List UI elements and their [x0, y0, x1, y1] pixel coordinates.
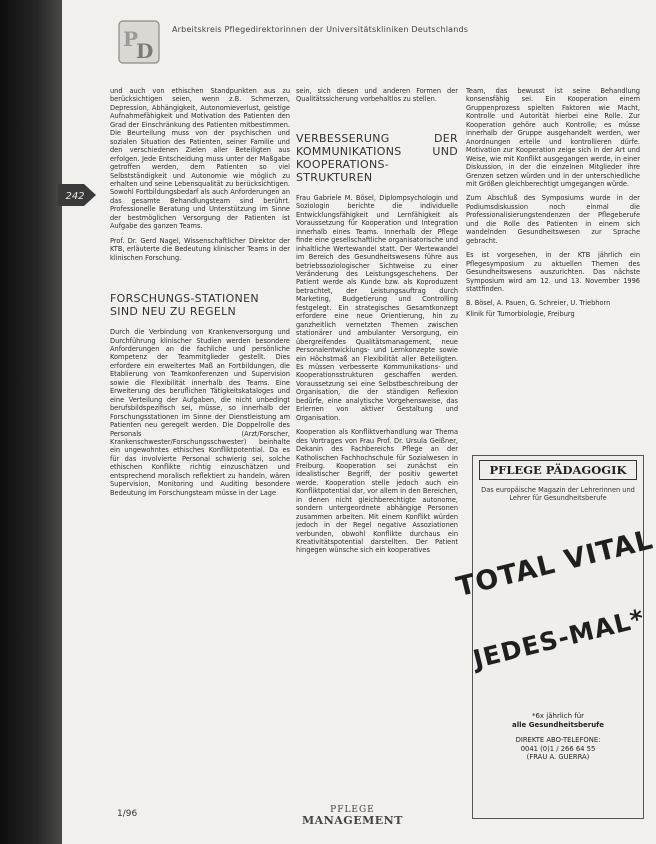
paragraph: Prof. Dr. Gerd Nagel, Wissenschaftlicher Direktor der KTB, erläuterte die Bedeutung klinischer Teams in der klinischen Forschung.: [110, 236, 290, 262]
column-1: [110, 87, 290, 503]
order-phone: 0041 (0)1 / 266 64 55: [520, 744, 596, 753]
logo-icon: [117, 18, 161, 66]
ad-frequency-line-2: alle Gesundheitsberufe: [512, 721, 604, 730]
running-header: Arbeitskreis Pflegedirektorinnen der Universitätskliniken Deutschlands: [172, 25, 469, 34]
slogan-line-1: TOTAL VITAL: [453, 524, 656, 604]
paragraph: Team, das bewusst ist seine Behandlung konsensfähig sei. Ein Kooperation einem Gruppenprozess spielten Faktoren wie Macht, Kontrolle und Autorität hierbei eine Rolle. Zur Kooperation gehöre auch Kontrolle; es müsse innerhalb der Gruppe ausgehandelt werden, wer Anordnungen erteile und kontrollieren dürfe. Motivation zur Kooperation zeige sich in der Art und Weise, wie mit Konflikt ausgegangen werde, in einer Diskussion, in der die einzelnen Mitglieder ihre Grenzen setzen würden und in der unterschiedliche mit Größen gleichberechtigt umgegangen würde.: [466, 87, 640, 188]
order-contact: (FRAU A. GUERRA): [526, 753, 590, 762]
binding-shadow: [0, 0, 62, 844]
svg-text:D: D: [136, 39, 154, 63]
slogan-line-2: JEDES-MAL*: [470, 603, 648, 675]
page-number-badge: [58, 180, 98, 210]
column-2: [296, 87, 458, 561]
paragraph: Frau Gabriele M. Bösel, Diplompsychologin und Soziologin berichte die individuelle Entwicklungsfähigkeit und Lernfähigkeit als Voraussetzung für Kooperation und Integration innerhalb eines Teams. Innerhalb der Pflege finde eine gesellschaftliche organisatorische und inhaltliche Wertewandel statt. Der Wertewandel im Bereich des Gesundheitswesens führe aus betriebssoziologischer Sichtweise zu einer Veränderung des Leistungsgeschehens. Der Patient werde als Kunde bzw. als Koproduzent betrachtet, der Leistungsauftrag durch Marketing, Budgetierung und Controlling festgelegt. Ein strategisches Gesamtkonzept erfordere eine neue Orientierung, hin zu ganzheitlich vernetzten Themen zwischen stationärer und ambulanter Versorgung, ein übergreifendes Qualitätsmanagement, neue Personalentwicklungs- und Lernkonzepte sowie ein Höchstmaß an Flexibilität aller Beteiligten. Es müssen verbesserte Kommunikations- und Kooperationsstrukturen geschaffen werden. Voraussetzung sei eine Selbstbeschreibung der Organisation, die der ständigen Reflexion bedürfe, eine analytische Vorgehensweise, das Erlernen von aktiver Gestaltung und Organisation.: [296, 193, 458, 422]
paragraph: Kooperation als Konfliktverhandlung war Thema des Vortrages von Frau Prof. Dr. Ursula Geißner, Dekanin des Fachbereichs Pflege an der Katholischen Fachhochschule für Sozialwesen in Freiburg. Kooperation sei zunächst ein idealistischer Begriff, der positiv gewertet werde. Kooperation stelle jedoch auch ein Konfliktpotential dar, vor allem in den Bereichen, in denen nicht gleichberechtigte autonome, sondern untergeordnete abhängige Personen zusammen arbeiten. Mit einem Konflikt würden jedoch in der Regel negative Assoziationen verbunden, obwohl Konflikte durchaus ein Kreativitätspotential darstellten. Der Patient hingegen wünsche sich ein kooperatives: [296, 428, 458, 555]
ad-slogan: [453, 502, 656, 702]
ad-frequency: [473, 712, 643, 730]
order-label: DIREKTE ABO-TELEFONE:: [515, 736, 601, 745]
column-3: [466, 87, 640, 324]
brand-bottom: MANAGEMENT: [302, 814, 403, 827]
magazine-page: [62, 0, 656, 844]
page-number: 242: [65, 191, 85, 202]
magazine-brand-logo: [302, 806, 403, 826]
ad-subtitle: Das europäische Magazin der Lehrerinnen und Lehrer für Gesundheitsberufe: [481, 486, 635, 503]
section-heading: FORSCHUNGS-STATIONEN SIND NEU ZU REGELN: [110, 292, 259, 319]
paragraph: Zum Abschluß des Symposiums wurde in der Podiumsdiskussion noch einmal die Professionalisierungstendenzen der Pflegeberufe und die Rolle des Patienten in einem sich wandelnden Gesundheitswesen zur Sprache gebracht.: [466, 194, 640, 245]
advertisement: [453, 455, 656, 819]
brand-top: PFLEGE: [330, 805, 375, 815]
affiliation: Klinik für Tumorbiologie, Freiburg: [466, 309, 575, 318]
authors: B. Bösel, A. Pauen, G. Schreier, U. Triebhorn: [466, 299, 611, 308]
section-heading: VERBESSERUNG DER KOMMUNIKATIONS UND KOOPERATIONS-STRUKTUREN: [296, 131, 458, 184]
ad-title: PFLEGE PÄDAGOGIK: [479, 460, 637, 480]
ad-frequency-line-1: *6x jährlich für: [531, 712, 585, 721]
issue-number: 1/96: [117, 809, 138, 819]
ad-order-info: [473, 736, 643, 762]
paragraph: Es ist vorgesehen, in der KTB jährlich ein Pflegesymposium zu aktuellen Themen des Gesundheitswesens auszurichten. Das nächste Symposium wird am 12. und 13. November 1996 stattfinden.: [466, 251, 640, 293]
paragraph: sein, sich diesen und anderen Formen der Qualitätssicherung vorbehaltlos zu stellen.: [296, 87, 458, 104]
svg-text:P: P: [123, 27, 139, 51]
paragraph: und auch von ethischen Standpunkten aus zu berücksichtigen seien, wenn z.B. Schmerzen, Depression, Abhängigkeit, Autonomieverlust, geistige Aufnahmefähigkeit und Motivation des Patienten den Grad der Einschränkung des Patienten mitbestimmen. Die Beurteilung muss von der psychischen und sozialen Situation des Patienten, seiner Familie und den verschiedenen Zielen aller Beteiligten aus erfolgen. Jede Entscheidung muss unter der Maßgabe getroffen werden, dem Patienten so viel Selbstständigkeit und Autonomie wie möglich zu erhalten und seine Lebensqualität zu berücksichtigen. Sowohl Fortbildungsbedarf als auch Anforderungen an das gesamte Behandlungsteam sind berührt. Professionelle Beratung und Unterstützung im Sinne der bestmöglichen Versorgung der Patienten ist Aufgabe des ganzen Teams.: [110, 87, 290, 231]
paragraph: Durch die Verbindung von Krankenversorgung und Durchführung klinischer Studien werden besondere Anforderungen an die fachliche und persönliche Kompetenz der Teammitglieder gestellt. Dies erfordere ein erweitertes Maß an Fortbildungen, die Etablierung von Teamkonferenzen und Supervision sowie die Flexibilität innerhalb des Teams. Eine Erweiterung des beruflichen Tätigkeitskataloges und eine Verteilung der Aufgaben, die nicht unbedingt berufsbildspezifisch sei, müsse, so innerhalb der Forschungsstationen im Sinne der Dienstleistung am Patienten neu geregelt werden. Die Doppelrolle des Personals (Arzt/Forscher, Krankenschwester/Forschungsschwester) beinhalte ein ungewohntes ethisches Konfliktpotential. Da es für das involvierte Personal schwierig sei, solche ethischen Konflikte richtig einzuschätzen und entsprechend moralisch reflektiert zu handeln, wären Supervision, Monitoring und Auditing besondere Bedeutung im Forschungsteam müsse in der Lage: [110, 328, 290, 497]
